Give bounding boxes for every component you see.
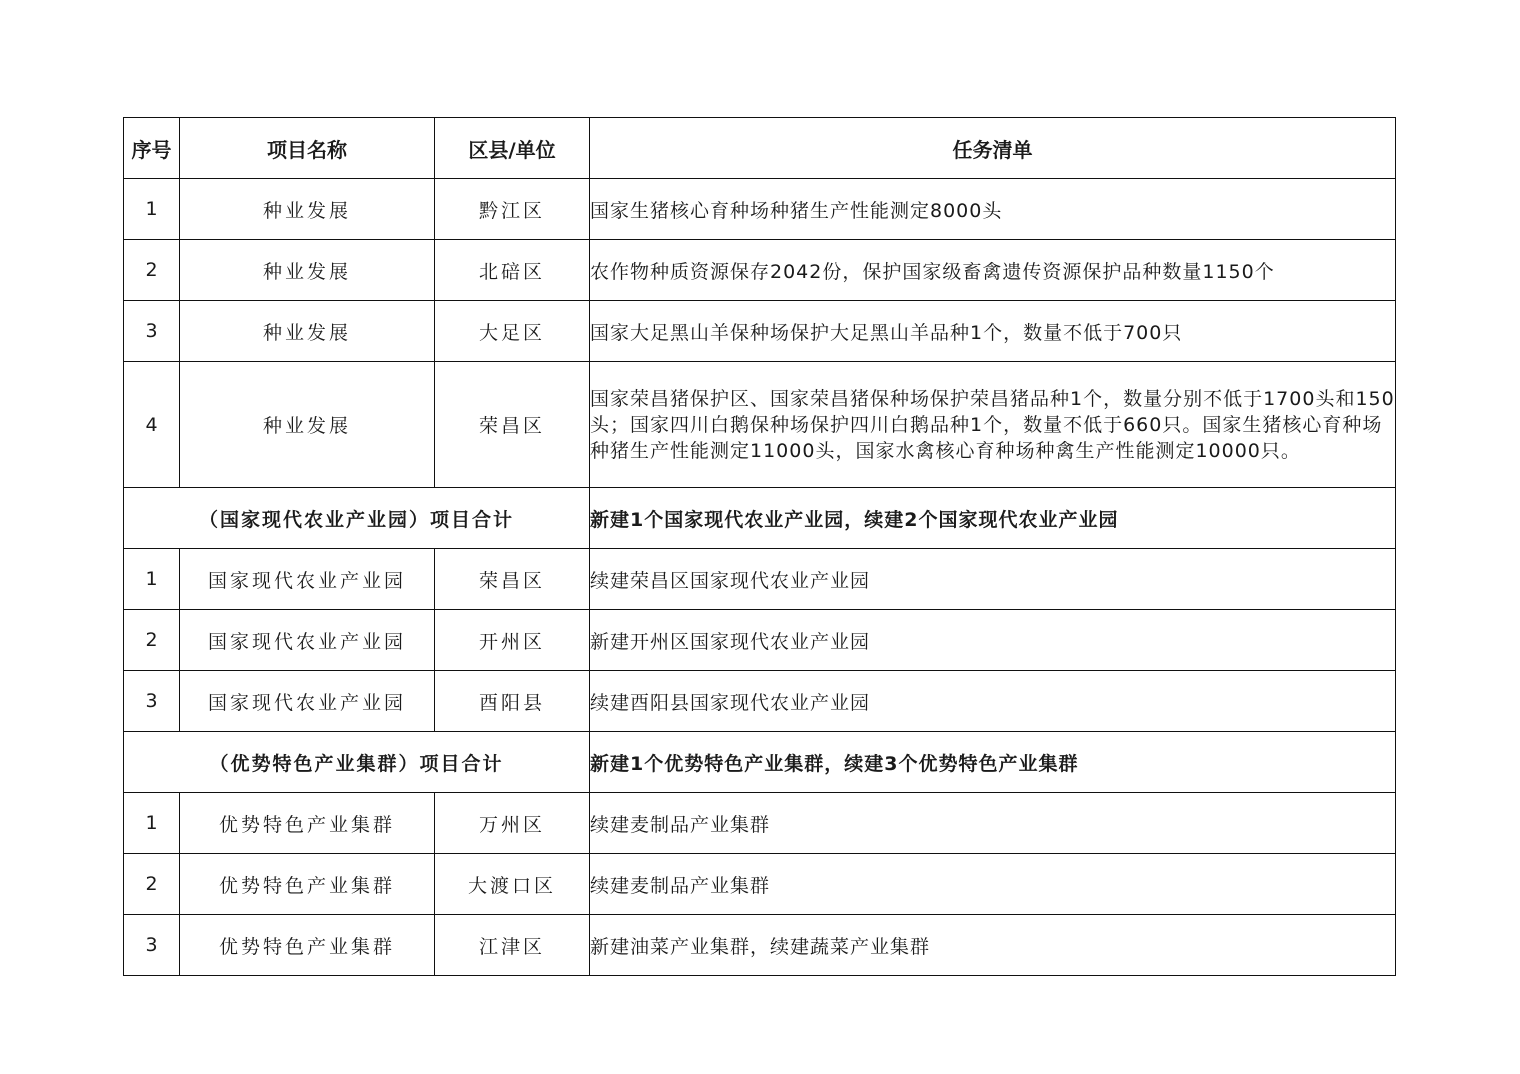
row-unit-text: 酉阳县 (478, 691, 545, 714)
row-task: 国家荣昌猪保护区、国家荣昌猪保种场保护荣昌猪品种1个，数量分别不低于1700头和150头；国家四川白鹅保种场保护四川白鹅品种1个，数量不低于660只。国家生猪核心育种场种猪生产性能测定11000头，国家水禽核心育种场种禽生产性能测定10000只。 (590, 362, 1396, 488)
row-unit (435, 610, 590, 671)
row-name-text: 种业发展 (262, 199, 351, 222)
row-no: 2 (124, 610, 180, 671)
row-name-text: 优势特色产业集群 (218, 813, 395, 836)
row-no: 3 (124, 671, 180, 732)
row-task: 续建麦制品产业集群 (590, 793, 1396, 854)
table-row (124, 240, 1396, 301)
row-task: 国家生猪核心育种场种猪生产性能测定8000头 (590, 179, 1396, 240)
task-list-table (123, 117, 1396, 976)
table-row (124, 915, 1396, 976)
row-name-text: 优势特色产业集群 (218, 935, 395, 958)
summary-row (124, 488, 1396, 549)
row-unit (435, 915, 590, 976)
row-task: 农作物种质资源保存2042份，保护国家级畜禽遗传资源保护品种数量1150个 (590, 240, 1396, 301)
row-name (180, 240, 435, 301)
summary-row (124, 732, 1396, 793)
summary-task: 新建1个优势特色产业集群，续建3个优势特色产业集群 (590, 732, 1396, 793)
row-name-text: 种业发展 (262, 321, 351, 344)
row-unit-text: 黔江区 (478, 199, 545, 222)
row-no: 3 (124, 301, 180, 362)
row-name-text: 优势特色产业集群 (218, 874, 395, 897)
row-unit (435, 671, 590, 732)
row-no: 4 (124, 362, 180, 488)
table-row (124, 179, 1396, 240)
row-unit-text: 江津区 (478, 935, 545, 958)
table-row (124, 610, 1396, 671)
row-unit (435, 854, 590, 915)
row-unit-text: 开州区 (478, 630, 545, 653)
row-name (180, 179, 435, 240)
header-task: 任务清单 (590, 118, 1396, 179)
table-row (124, 362, 1396, 488)
row-name (180, 854, 435, 915)
row-name (180, 793, 435, 854)
table-row (124, 854, 1396, 915)
header-unit: 区县/单位 (435, 118, 590, 179)
row-unit-text: 荣昌区 (478, 569, 545, 592)
row-name-text: 国家现代农业产业园 (207, 569, 406, 592)
row-unit-text: 北碚区 (478, 260, 545, 283)
row-task: 新建开州区国家现代农业产业园 (590, 610, 1396, 671)
row-name (180, 301, 435, 362)
row-no: 2 (124, 240, 180, 301)
row-no: 2 (124, 854, 180, 915)
row-no: 1 (124, 549, 180, 610)
summary-task: 新建1个国家现代农业产业园，续建2个国家现代农业产业园 (590, 488, 1396, 549)
table-row (124, 549, 1396, 610)
row-name-text: 种业发展 (262, 415, 351, 437)
table-header-row (124, 118, 1396, 179)
table-row (124, 793, 1396, 854)
row-unit (435, 362, 590, 488)
row-name-text: 国家现代农业产业园 (207, 630, 406, 653)
row-unit (435, 301, 590, 362)
row-unit (435, 549, 590, 610)
row-name-text: 国家现代农业产业园 (207, 691, 406, 714)
row-task: 续建荣昌区国家现代农业产业园 (590, 549, 1396, 610)
row-task: 续建麦制品产业集群 (590, 854, 1396, 915)
row-unit-text: 大渡口区 (467, 874, 556, 897)
header-no: 序号 (124, 118, 180, 179)
row-task: 新建油菜产业集群，续建蔬菜产业集群 (590, 915, 1396, 976)
row-unit-text: 荣昌区 (478, 415, 545, 437)
table-row (124, 671, 1396, 732)
header-name: 项目名称 (180, 118, 435, 179)
row-task: 续建酉阳县国家现代农业产业园 (590, 671, 1396, 732)
row-name (180, 915, 435, 976)
row-task: 国家大足黑山羊保种场保护大足黑山羊品种1个，数量不低于700只 (590, 301, 1396, 362)
row-name-text: 种业发展 (262, 260, 351, 283)
row-unit (435, 179, 590, 240)
row-unit-text: 大足区 (478, 321, 545, 344)
row-unit (435, 240, 590, 301)
summary-label: （国家现代农业产业园）项目合计 (124, 488, 590, 549)
summary-label: （优势特色产业集群）项目合计 (124, 732, 590, 793)
row-no: 3 (124, 915, 180, 976)
row-name (180, 610, 435, 671)
row-no: 1 (124, 179, 180, 240)
row-name (180, 671, 435, 732)
row-name (180, 362, 435, 488)
table-row (124, 301, 1396, 362)
row-name (180, 549, 435, 610)
row-no: 1 (124, 793, 180, 854)
row-unit-text: 万州区 (478, 813, 545, 836)
row-unit (435, 793, 590, 854)
